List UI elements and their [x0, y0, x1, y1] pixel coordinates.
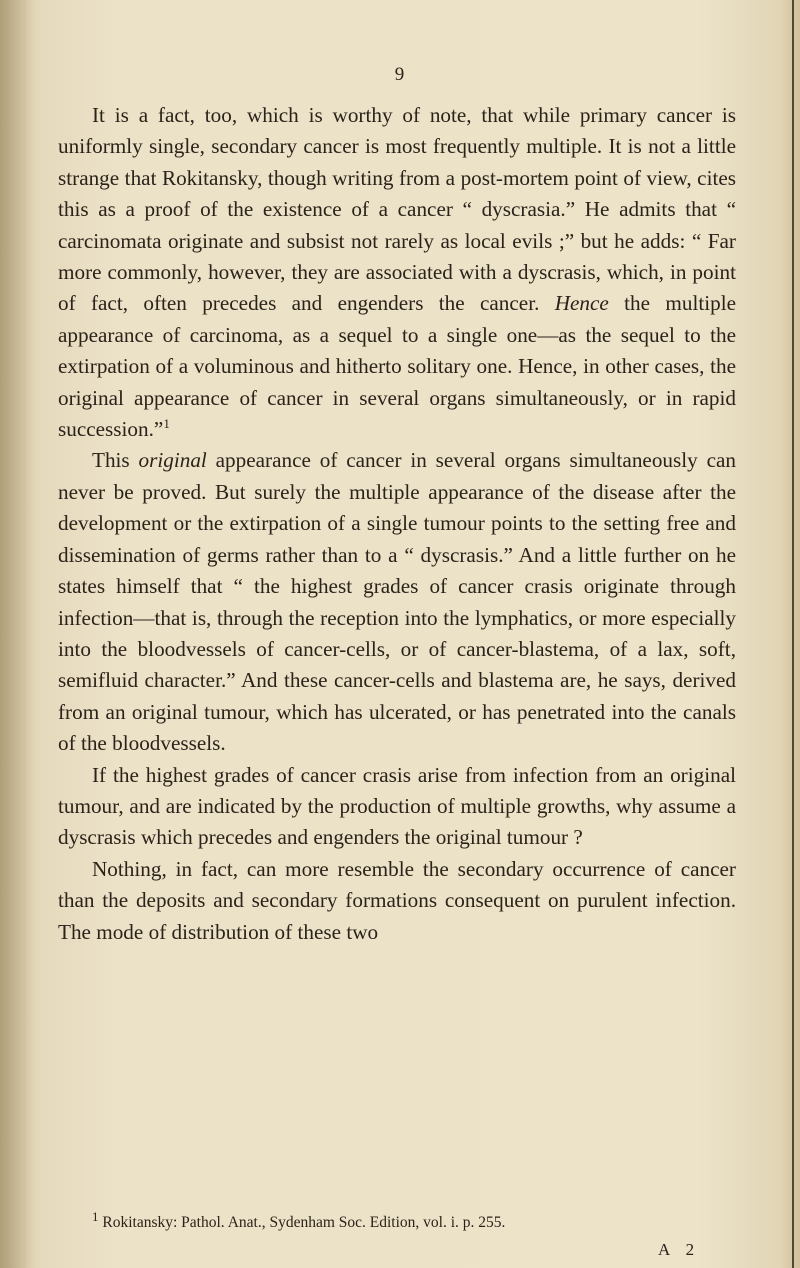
footnote-marker: 1	[92, 1208, 99, 1224]
paragraph-2-text-end: appearance of cancer in several organs simultaneously can never be proved. But surely the multiple appearance of the disease after the development or the extirpation of a single tumour points to the setting free and dissemination of germs rather than to a “ dyscrasis.” And a little further on he states himself that “ the highest grades of cancer crasis originate through infection—that is, through the reception into the lymphatics, or more especially into the bloodvessels of cancer-cells, or of cancer-blastema, of a lax, soft, semifluid character.” And these cancer-cells and blastema are, he says, derived from an original tumour, which has ulcerated, or has penetrated into the canals of the bloodvessels.	[58, 448, 736, 756]
page-edge-rule	[792, 0, 794, 1268]
paragraph-2-emphasis: original	[138, 448, 207, 473]
paragraph-1-emphasis: Hence	[554, 291, 609, 316]
paragraph-2-text: This	[92, 448, 139, 473]
paragraph-1	[58, 100, 736, 445]
footnote	[58, 1208, 736, 1233]
gutter-shadow	[0, 0, 34, 1268]
paragraph-4: Nothing, in fact, can more resemble the secondary occurrence of cancer than the deposits and secondary formations consequent on purulent infection. The mode of distribution of these two	[58, 856, 736, 944]
body-text	[58, 100, 736, 948]
footnote-text: : Pathol. Anat., Sydenham Soc. Edition, vol. i. p. 255.	[173, 1214, 506, 1231]
paragraph-1-text: It is a fact, too, which is worthy of note, that while primary cancer is uniformly single, secondary cancer is most frequently multiple. It is not a little strange that Rokitansky, though writing from a post-mortem point of view, cites this as a proof of the existence of a cancer “ dyscrasia.” He admits that “ carcinomata originate and subsist not rarely as local evils ;” but he adds: “ Far more commonly, however, they are associated with a dyscrasis, which, in point of fact, often precedes and engenders the cancer.	[58, 103, 736, 316]
paragraph-1-text-end: the multiple appearance of carcinoma, as a sequel to a single one—as the sequel to the extirpation of a voluminous and hitherto solitary one. Hence, in other cases, the original appearance of cancer in several organs simultaneously, or in rapid succession.”	[58, 291, 736, 442]
paragraph-2	[58, 445, 736, 759]
paragraph-3: If the highest grades of cancer crasis arise from infection from an original tumour, and are indicated by the production of multiple growths, why assume a dyscrasis which precedes and engenders the original tumour ?	[58, 762, 736, 850]
footnote-reference: 1	[163, 416, 170, 431]
page-number: 9	[394, 64, 406, 85]
footnote-author: Rokitansky	[102, 1214, 173, 1231]
signature-mark: A 2	[658, 1240, 701, 1259]
